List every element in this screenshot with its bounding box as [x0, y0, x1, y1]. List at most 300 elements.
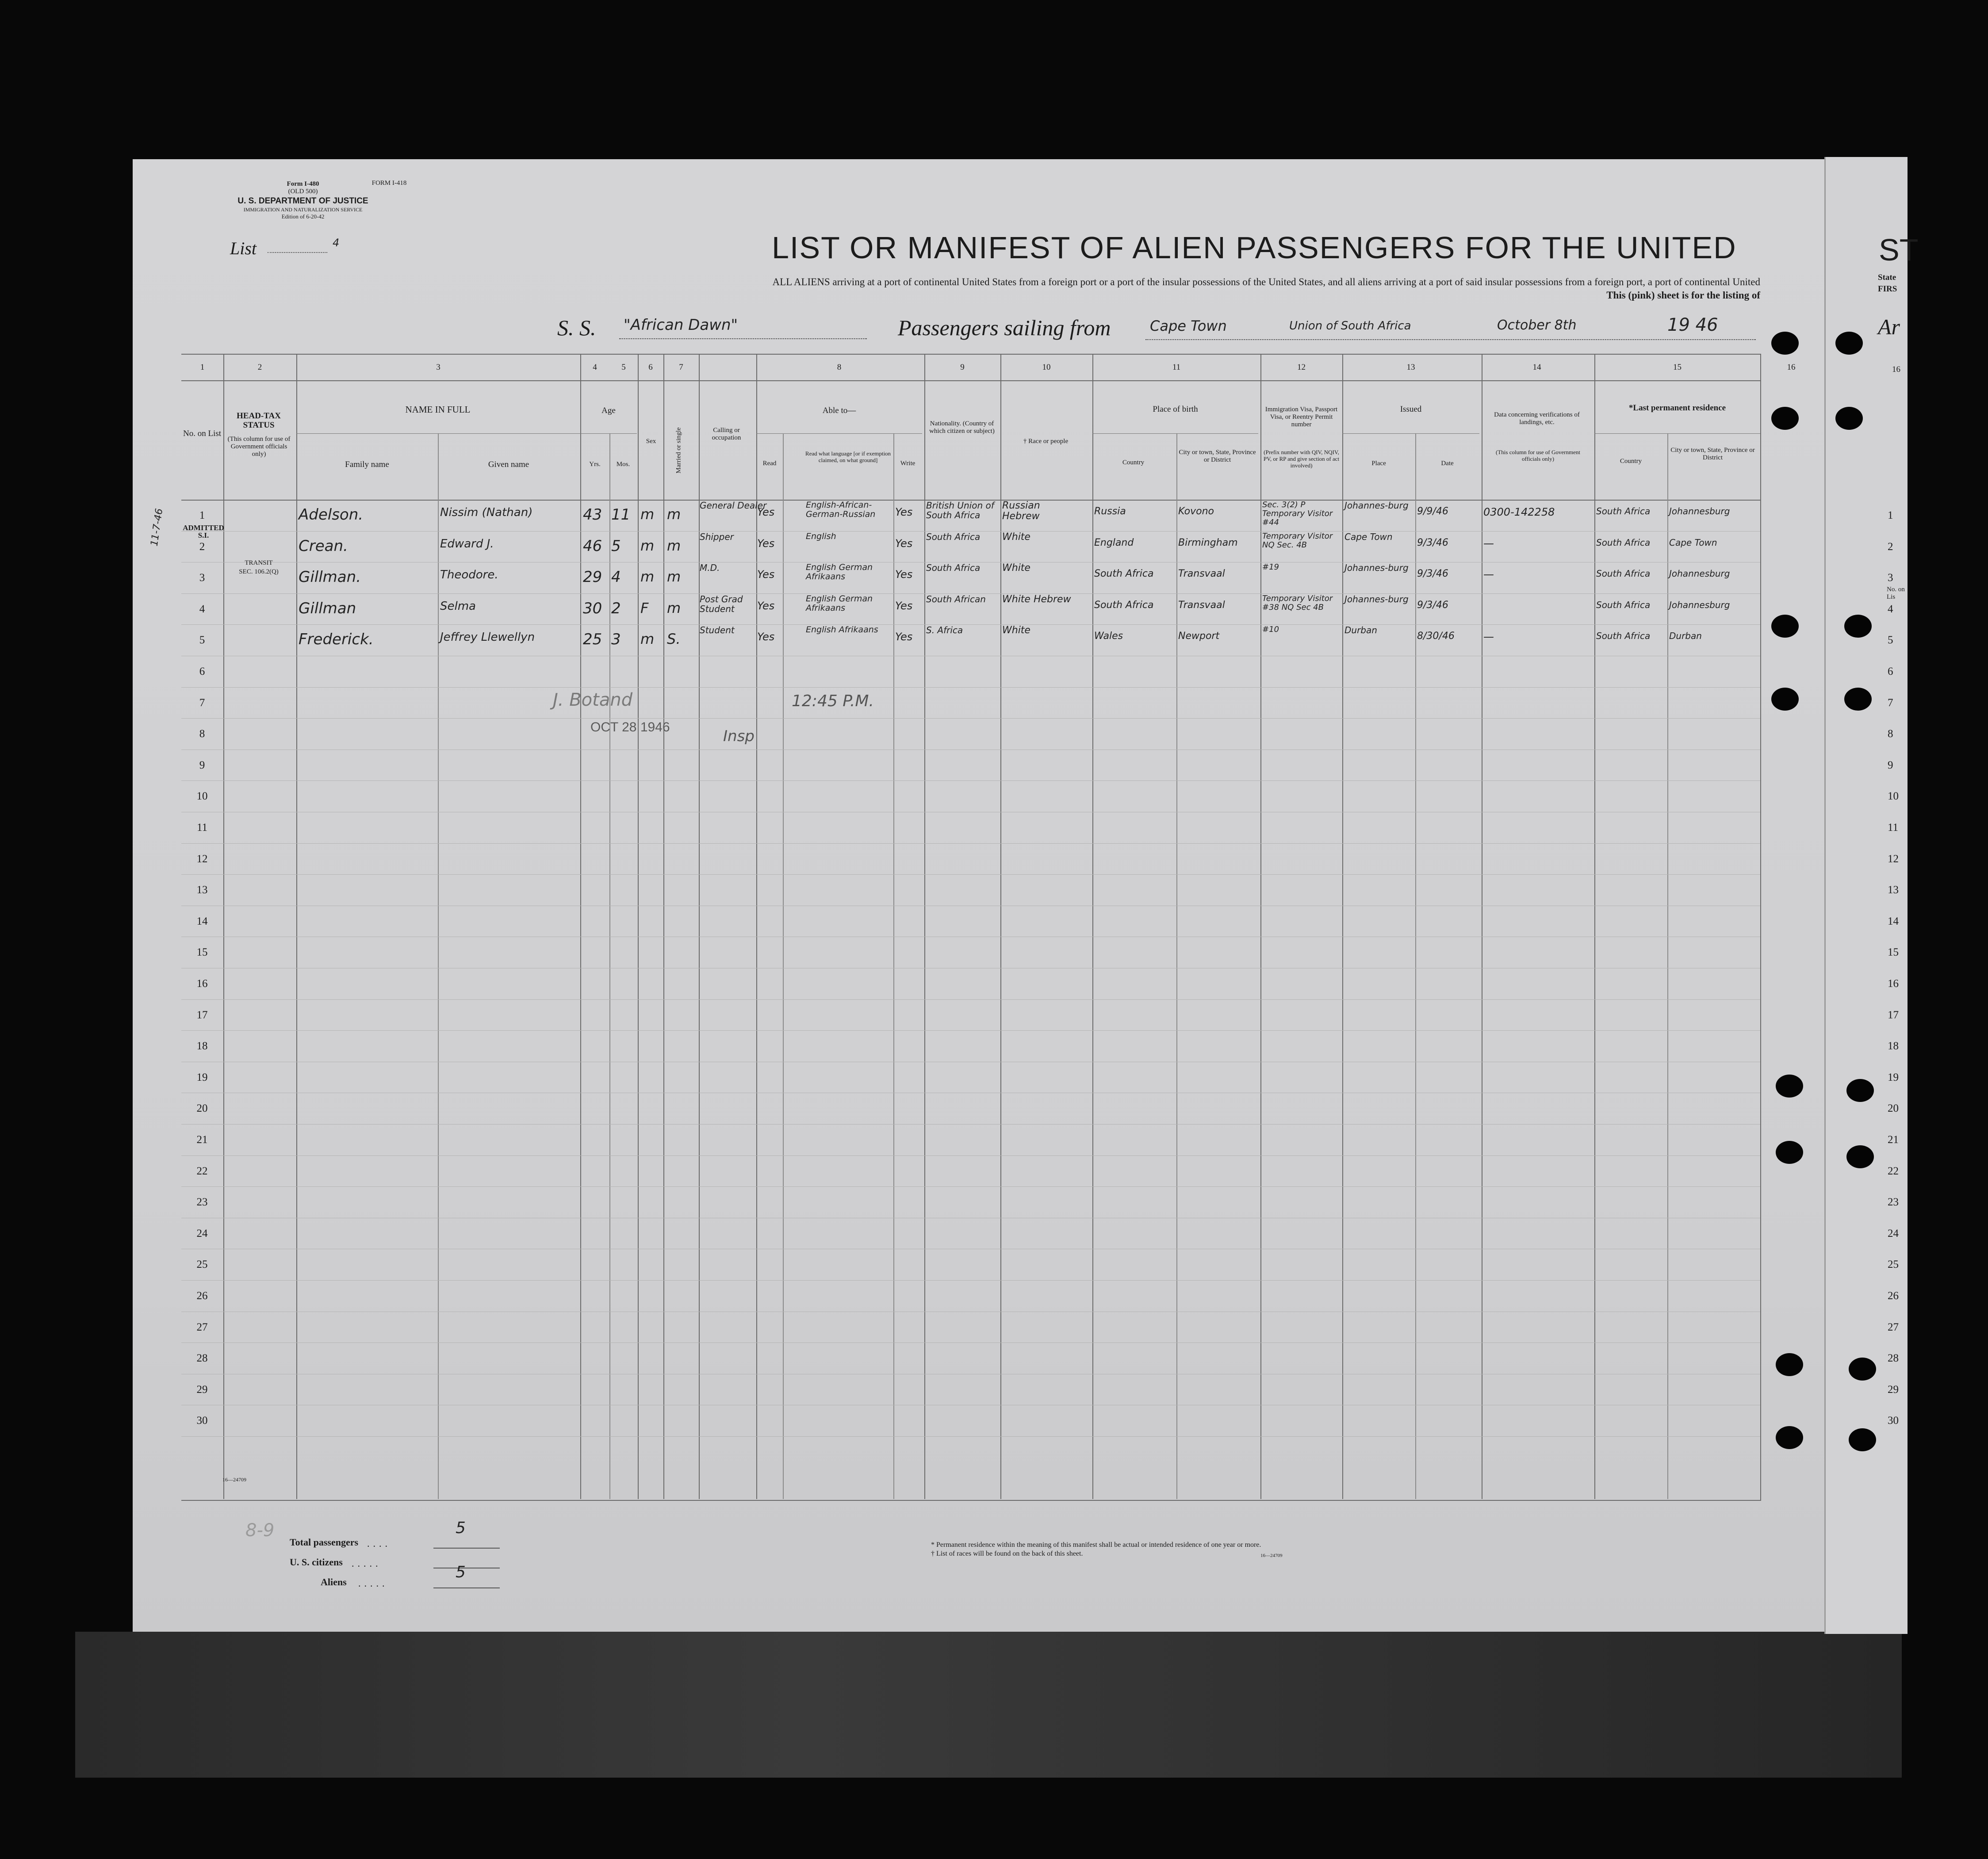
- list-value: 4: [333, 237, 340, 249]
- right-row-number: 21: [1888, 1134, 1899, 1146]
- entry-landing: —: [1483, 568, 1494, 581]
- hdr-yrs: Yrs.: [589, 461, 601, 468]
- right-row-number: 25: [1888, 1258, 1899, 1271]
- entry-write: Yes: [895, 506, 913, 518]
- entry-res-country: South Africa: [1596, 568, 1651, 579]
- column-rule: [1260, 354, 1261, 1499]
- binding-hole: [1776, 1141, 1803, 1164]
- right-row-number: 12: [1888, 853, 1899, 865]
- entry-sex: F: [640, 599, 649, 616]
- entry-res-city: Johannesburg: [1669, 599, 1730, 610]
- entry-occupation: Post Grad Student: [700, 593, 743, 614]
- hdr-place-of-birth: Place of birth: [1153, 405, 1198, 414]
- entry-issue-place: Johannes-burg: [1344, 500, 1409, 511]
- country-name: Union of South Africa: [1289, 319, 1411, 333]
- total-passengers-dots: ....: [367, 1538, 391, 1549]
- entry-res-city: Johannesburg: [1669, 568, 1730, 579]
- entry-sex: m: [640, 631, 655, 648]
- hdr-read-what: Read what language [or if exemption claimed, on what ground]: [805, 450, 891, 463]
- right-column-number: 16: [1892, 365, 1900, 374]
- right-row-number: 5: [1888, 634, 1893, 646]
- scan-background-bottom: [75, 1632, 1902, 1778]
- inspector-signature: J. Botand: [553, 690, 633, 710]
- hdr-calling: Calling or occupation: [712, 427, 741, 441]
- column-rule: [1000, 354, 1001, 1499]
- column-rule: [699, 354, 700, 1499]
- hdr-mos: Mos.: [616, 461, 630, 468]
- row-number: 5: [199, 634, 205, 646]
- entry-race: White: [1002, 531, 1030, 543]
- hdr-sex: Sex: [646, 438, 656, 445]
- right-fragment-first: FIRS: [1878, 284, 1897, 294]
- hdr-birth-city: City or town, State, Province or District: [1179, 449, 1256, 463]
- row-rule: [181, 1186, 1760, 1187]
- entry-read: Yes: [757, 568, 775, 581]
- list-label: List: [230, 238, 257, 258]
- entry-given: Selma: [440, 599, 476, 613]
- entry-visa: #10: [1262, 625, 1279, 635]
- entry-language: English Afrikaans: [806, 625, 878, 635]
- row-rule: [181, 874, 1760, 875]
- entry-nationality: South Africa: [926, 531, 981, 542]
- us-citizens-label: U. S. citizens: [290, 1557, 343, 1568]
- hdr-race: † Race or people: [1023, 438, 1069, 445]
- entry-sex: m: [640, 537, 655, 554]
- row-number: 6: [199, 666, 205, 677]
- entry-read: Yes: [757, 631, 775, 643]
- row-number: 21: [196, 1134, 208, 1146]
- transit-stamp: TRANSIT: [245, 559, 273, 566]
- bottom-code: 16—24709: [222, 1476, 246, 1483]
- right-row-number: 15: [1888, 946, 1899, 959]
- row-number: 7: [199, 696, 205, 709]
- transit-section: SEC. 106.2(Q): [239, 568, 279, 575]
- right-row-number: 9: [1888, 759, 1893, 771]
- entry-nationality: South African: [926, 593, 986, 604]
- binding-hole: [1776, 1426, 1803, 1449]
- row-rule: [181, 1030, 1760, 1031]
- ship-line: [619, 338, 867, 339]
- entry-res-country: South Africa: [1596, 631, 1651, 642]
- header-sub-rule: [756, 433, 922, 434]
- form-number: Form I-480: [287, 180, 319, 187]
- column-number: 4: [593, 363, 597, 372]
- binding-hole: [1776, 1075, 1803, 1098]
- manifest-title: LIST OR MANIFEST OF ALIEN PASSENGERS FOR THE UNITED: [772, 230, 1737, 265]
- right-row-number: 23: [1888, 1196, 1899, 1209]
- right-row-number: 7: [1888, 696, 1893, 709]
- hdr-visa: Immigration Visa, Passport Visa, or Reentry Permit number: [1265, 406, 1338, 428]
- row-number: 26: [196, 1290, 208, 1302]
- entry-issue-place: Durban: [1344, 625, 1377, 636]
- entry-issue-place: Johannes-burg: [1344, 593, 1409, 604]
- binding-hole: [1771, 407, 1799, 430]
- entry-mos: 4: [611, 568, 621, 586]
- entry-yrs: 46: [583, 537, 602, 555]
- header-sub-rule: [1594, 433, 1760, 434]
- entry-family: Adelson.: [299, 506, 364, 524]
- right-row-number: 19: [1888, 1071, 1899, 1083]
- ship-name: "African Dawn": [624, 316, 738, 334]
- entry-birth-city: Transvaal: [1178, 599, 1225, 611]
- column-rule: [1760, 354, 1761, 1499]
- row-number: 3: [199, 572, 205, 584]
- hdr-issued: Issued: [1400, 405, 1422, 414]
- right-row-number: 27: [1888, 1321, 1899, 1333]
- hdr-head-tax: HEAD-TAX STATUS: [237, 411, 281, 430]
- admitted-date: 11-7-46: [149, 508, 165, 547]
- hdr-landings: Data concerning verifications of landings, etc.: [1494, 411, 1580, 426]
- binding-hole: [1844, 688, 1872, 711]
- instruction-line1: ALL ALIENS arriving at a port of continental United States from a foreign port or a port of the insular possessions of the United States, and all aliens arriving at a port of said insular possessions from a foreign port, a port of continental United: [772, 276, 1760, 287]
- aliens-dots: .....: [358, 1578, 388, 1589]
- binding-hole: [1771, 615, 1799, 638]
- column-number: 5: [621, 363, 626, 372]
- entry-yrs: 29: [583, 568, 602, 586]
- inspector-initials: Insp: [723, 727, 755, 745]
- sailing-year: 19 46: [1667, 315, 1718, 335]
- binding-hole: [1835, 407, 1863, 430]
- form-old: (OLD 500): [288, 188, 318, 195]
- entry-race: White: [1002, 562, 1030, 574]
- row-number: 22: [196, 1165, 208, 1177]
- entry-language: English German Afrikaans: [806, 593, 873, 613]
- entry-family: Gillman: [299, 599, 356, 617]
- total-passengers-label: Total passengers: [290, 1537, 359, 1548]
- entry-res-city: Cape Town: [1669, 537, 1717, 548]
- aliens-value: 5: [456, 1563, 466, 1581]
- entry-issue-date: 8/30/46: [1417, 631, 1455, 642]
- hdr-family-name: Family name: [345, 460, 389, 469]
- row-number: 8: [199, 728, 205, 740]
- entry-nationality: S. Africa: [926, 625, 963, 636]
- entry-birth-country: South Africa: [1094, 599, 1154, 611]
- right-row-number: 6: [1888, 666, 1893, 677]
- entry-given: Edward J.: [440, 537, 494, 551]
- right-no-on-list-label: No. on Lis: [1887, 586, 1905, 601]
- entry-write: Yes: [895, 599, 913, 612]
- entry-res-city: Durban: [1669, 631, 1702, 642]
- citizens-dots: .....: [352, 1558, 382, 1569]
- right-row-number: 22: [1888, 1165, 1899, 1177]
- column-rule: [924, 354, 925, 1499]
- entry-res-city: Johannesburg: [1669, 506, 1730, 516]
- entry-read: Yes: [757, 599, 775, 612]
- list-line: [268, 252, 327, 253]
- sailing-line: [1145, 339, 1756, 340]
- entry-birth-city: Birmingham: [1178, 537, 1238, 548]
- column-number: 11: [1172, 363, 1181, 372]
- entry-res-country: South Africa: [1596, 537, 1651, 548]
- row-rule: [181, 843, 1760, 844]
- header-sub-rule: [1092, 433, 1258, 434]
- footnote-races: † List of races will be found on the back of this sheet.: [931, 1550, 1083, 1557]
- binding-hole: [1846, 1145, 1874, 1168]
- binding-hole: [1849, 1358, 1876, 1381]
- entry-occupation: General Dealer: [700, 500, 767, 511]
- row-number: 11: [196, 822, 208, 834]
- print-code: 16—24709: [1260, 1553, 1283, 1558]
- inspector-date-stamp: OCT 28 1946: [590, 720, 670, 734]
- hdr-head-tax-note: (This column for use of Government officials only): [227, 436, 291, 458]
- hdr-given-name: Given name: [488, 460, 529, 469]
- row-rule: [181, 624, 1760, 625]
- entry-marital: m: [667, 599, 681, 616]
- right-row-number: 1: [1888, 509, 1893, 521]
- entry-write: Yes: [895, 631, 913, 643]
- sailing-label: Passengers sailing from: [898, 315, 1111, 340]
- entry-language: English-African-German-Russian: [806, 500, 876, 519]
- port-name: Cape Town: [1150, 317, 1227, 334]
- row-rule: [181, 780, 1760, 781]
- form-label: FORM I-418: [372, 180, 407, 187]
- column-number: 12: [1297, 363, 1306, 372]
- hdr-name-in-full: NAME IN FULL: [405, 404, 471, 415]
- hdr-last-residence: *Last permanent residence: [1628, 403, 1726, 413]
- row-number: 28: [196, 1352, 208, 1365]
- row-number: 12: [196, 853, 208, 865]
- entry-sex: m: [640, 568, 655, 585]
- right-row-number: 30: [1888, 1415, 1899, 1427]
- right-row-number: 17: [1888, 1009, 1899, 1021]
- hdr-res-country: Country: [1620, 458, 1642, 465]
- entry-given: Jeffrey Llewellyn: [440, 631, 535, 644]
- entry-occupation: Shipper: [700, 531, 734, 542]
- column-number: 1: [200, 363, 205, 372]
- row-number: 10: [196, 790, 208, 803]
- entry-issue-date: 9/3/46: [1417, 599, 1448, 611]
- entry-nationality: British Union of South Africa: [926, 500, 994, 520]
- entry-visa: Sec. 3(2) P Temporary Visitor #44: [1262, 500, 1333, 527]
- row-number: 23: [196, 1196, 208, 1209]
- column-rule: [638, 354, 639, 1499]
- column-number: 15: [1673, 363, 1682, 372]
- column-rule: [756, 354, 757, 1499]
- entry-res-country: South Africa: [1596, 506, 1651, 516]
- entry-visa: Temporary Visitor #38 NQ Sec 4B: [1262, 593, 1333, 612]
- entry-race: White: [1002, 625, 1030, 636]
- binding-hole: [1771, 688, 1799, 711]
- entry-visa: #19: [1262, 562, 1279, 572]
- right-row-number: 20: [1888, 1102, 1899, 1115]
- entry-birth-city: Newport: [1178, 631, 1220, 642]
- hdr-visa-note: (Prefix number with QIV, NQIV, PV, or RP and give section of act involved): [1263, 449, 1340, 469]
- column-rule: [663, 354, 664, 1499]
- row-number: 24: [196, 1227, 208, 1239]
- row-number: 17: [196, 1009, 208, 1021]
- right-fragment-arriving: Ar: [1878, 314, 1900, 339]
- entry-marital: m: [667, 568, 681, 585]
- right-row-number: 4: [1888, 603, 1893, 615]
- binding-hole: [1844, 615, 1872, 638]
- row-number: 4: [199, 603, 205, 615]
- entry-occupation: M.D.: [700, 562, 720, 574]
- column-number: 14: [1532, 363, 1541, 372]
- right-row-number: 14: [1888, 915, 1899, 927]
- entry-language: English: [806, 531, 836, 541]
- right-row-number: 11: [1888, 822, 1899, 834]
- hdr-res-city: City or town, State, Province or District: [1670, 447, 1755, 461]
- entry-given: Nissim (Nathan): [440, 506, 533, 519]
- row-number: 20: [196, 1102, 208, 1115]
- entry-yrs: 30: [583, 599, 602, 617]
- column-number: 6: [648, 363, 653, 372]
- entry-nationality: South Africa: [926, 562, 981, 574]
- department: U. S. DEPARTMENT OF JUSTICE: [237, 196, 368, 206]
- column-number: 9: [960, 363, 965, 372]
- entry-yrs: 43: [583, 506, 602, 524]
- header-sub-rule: [296, 433, 580, 434]
- row-rule: [181, 1124, 1760, 1125]
- row-number: 19: [196, 1071, 208, 1083]
- entry-marital: S.: [667, 631, 681, 648]
- entry-birth-country: Wales: [1094, 631, 1123, 642]
- entry-issue-date: 9/3/46: [1417, 568, 1448, 580]
- column-rule: [1092, 354, 1093, 1499]
- entry-landing: 0300-142258: [1483, 506, 1555, 518]
- row-number: 9: [199, 759, 205, 771]
- right-row-number: 18: [1888, 1040, 1899, 1052]
- service: IMMIGRATION AND NATURALIZATION SERVICE: [243, 207, 363, 213]
- hdr-able-to: Able to—: [822, 406, 856, 415]
- row-number: 1: [199, 509, 205, 521]
- entry-landing: —: [1483, 537, 1494, 550]
- binding-hole: [1846, 1079, 1874, 1102]
- right-row-number: 3: [1888, 572, 1893, 584]
- column-rule: [1594, 354, 1595, 1499]
- hdr-issued-place: Place: [1371, 460, 1386, 467]
- total-line: [433, 1548, 500, 1549]
- row-rule: [181, 999, 1760, 1000]
- instruction-line2: This (pink) sheet is for the listing of: [1606, 290, 1760, 301]
- total-passengers-value: 5: [456, 1519, 466, 1537]
- right-row-number: 29: [1888, 1383, 1899, 1396]
- entry-family: Gillman.: [299, 568, 361, 586]
- binding-hole: [1776, 1353, 1803, 1376]
- right-row-number: 24: [1888, 1227, 1899, 1239]
- hdr-birth-country: Country: [1122, 459, 1145, 466]
- row-rule: [181, 718, 1760, 719]
- right-row-number: 2: [1888, 540, 1893, 553]
- ss-label: S. S.: [557, 315, 596, 340]
- hdr-married: Married or single: [675, 427, 682, 474]
- entry-family: Crean.: [299, 537, 348, 555]
- entry-mos: 11: [611, 506, 631, 524]
- entry-issue-place: Cape Town: [1344, 531, 1393, 542]
- entry-marital: m: [667, 537, 681, 554]
- binding-hole: [1849, 1428, 1876, 1451]
- aliens-label: Aliens: [321, 1576, 347, 1587]
- entry-issue-date: 9/3/46: [1417, 537, 1448, 548]
- right-row-number: 16: [1888, 978, 1899, 990]
- entry-write: Yes: [895, 568, 913, 581]
- entry-race: White Hebrew: [1002, 593, 1071, 605]
- right-row-number: 8: [1888, 728, 1893, 740]
- column-number: 8: [837, 363, 842, 372]
- column-number: 3: [436, 363, 441, 372]
- inspection-time: 12:45 P.M.: [792, 692, 874, 710]
- hdr-read: Read: [762, 460, 777, 467]
- column-number: 10: [1042, 363, 1051, 372]
- column-rule: [296, 354, 297, 1499]
- entry-read: Yes: [757, 537, 775, 550]
- hdr-write: Write: [900, 460, 915, 467]
- entry-res-country: South Africa: [1596, 599, 1651, 610]
- row-rule: [181, 1280, 1760, 1281]
- entry-mos: 3: [611, 631, 621, 649]
- entry-sex: m: [640, 506, 655, 523]
- hdr-nationality: Nationality. (Country of which citizen or subject): [929, 420, 995, 435]
- row-rule: [181, 687, 1760, 688]
- entry-race: Russian Hebrew: [1002, 500, 1040, 522]
- entry-occupation: Student: [700, 625, 735, 636]
- column-rule: [1342, 354, 1343, 1499]
- row-rule: [181, 1155, 1760, 1156]
- row-number: 15: [196, 946, 208, 959]
- entry-write: Yes: [895, 537, 913, 550]
- edition: Edition of 6-20-42: [281, 213, 325, 220]
- next-sheet-edge: [1824, 157, 1919, 1634]
- column-number: 16: [1787, 363, 1796, 372]
- column-rule: [580, 354, 581, 1499]
- row-number: 30: [196, 1415, 208, 1427]
- hdr-no-on-list: No. on List: [183, 429, 222, 438]
- entry-mos: 2: [611, 599, 621, 617]
- column-number: 13: [1406, 363, 1415, 372]
- row-number: 25: [196, 1258, 208, 1271]
- sailing-date: October 8th: [1497, 317, 1577, 333]
- footnote-residence: * Permanent residence within the meaning of this manifest shall be actual or intended residence of one year or more.: [931, 1541, 1261, 1549]
- right-row-number: 28: [1888, 1352, 1899, 1365]
- row-number: 18: [196, 1040, 208, 1052]
- entry-given: Theodore.: [440, 568, 498, 582]
- row-rule: [181, 1436, 1760, 1437]
- right-fragment-state: State: [1878, 273, 1896, 282]
- number-row-rule: [181, 380, 1760, 381]
- entry-birth-city: Transvaal: [1178, 568, 1225, 580]
- row-number: 27: [196, 1321, 208, 1333]
- aliens-line: [433, 1587, 500, 1588]
- hdr-age: Age: [601, 406, 616, 415]
- footer-pencil-mark: 8-9: [245, 1520, 275, 1541]
- column-number: 7: [679, 363, 683, 372]
- entry-family: Frederick.: [299, 631, 374, 649]
- manifest-table: [181, 354, 1761, 1501]
- entry-yrs: 25: [583, 631, 602, 649]
- hdr-landings-note: (This column for use of Government officials only): [1496, 449, 1580, 462]
- entry-birth-country: Russia: [1094, 506, 1126, 517]
- header-sub-rule: [1342, 433, 1479, 434]
- row-number: 16: [196, 978, 208, 990]
- row-number: 29: [196, 1383, 208, 1396]
- binding-hole: [1835, 332, 1863, 355]
- entry-language: English German Afrikaans: [806, 562, 873, 582]
- entry-landing: —: [1483, 631, 1494, 643]
- row-number: 14: [196, 915, 208, 927]
- header-sub-rule: [580, 433, 637, 434]
- title-fragment: ST: [1879, 233, 1919, 267]
- right-row-number: 10: [1888, 790, 1899, 803]
- row-number: 2: [199, 540, 205, 553]
- entry-birth-country: South Africa: [1094, 568, 1154, 580]
- binding-hole: [1771, 332, 1799, 355]
- entry-issue-place: Johannes-burg: [1344, 562, 1409, 574]
- right-row-number: 13: [1888, 884, 1899, 896]
- entry-mos: 5: [611, 537, 621, 555]
- entry-birth-country: England: [1094, 537, 1134, 548]
- entry-read: Yes: [757, 506, 775, 518]
- column-number: 2: [257, 363, 262, 372]
